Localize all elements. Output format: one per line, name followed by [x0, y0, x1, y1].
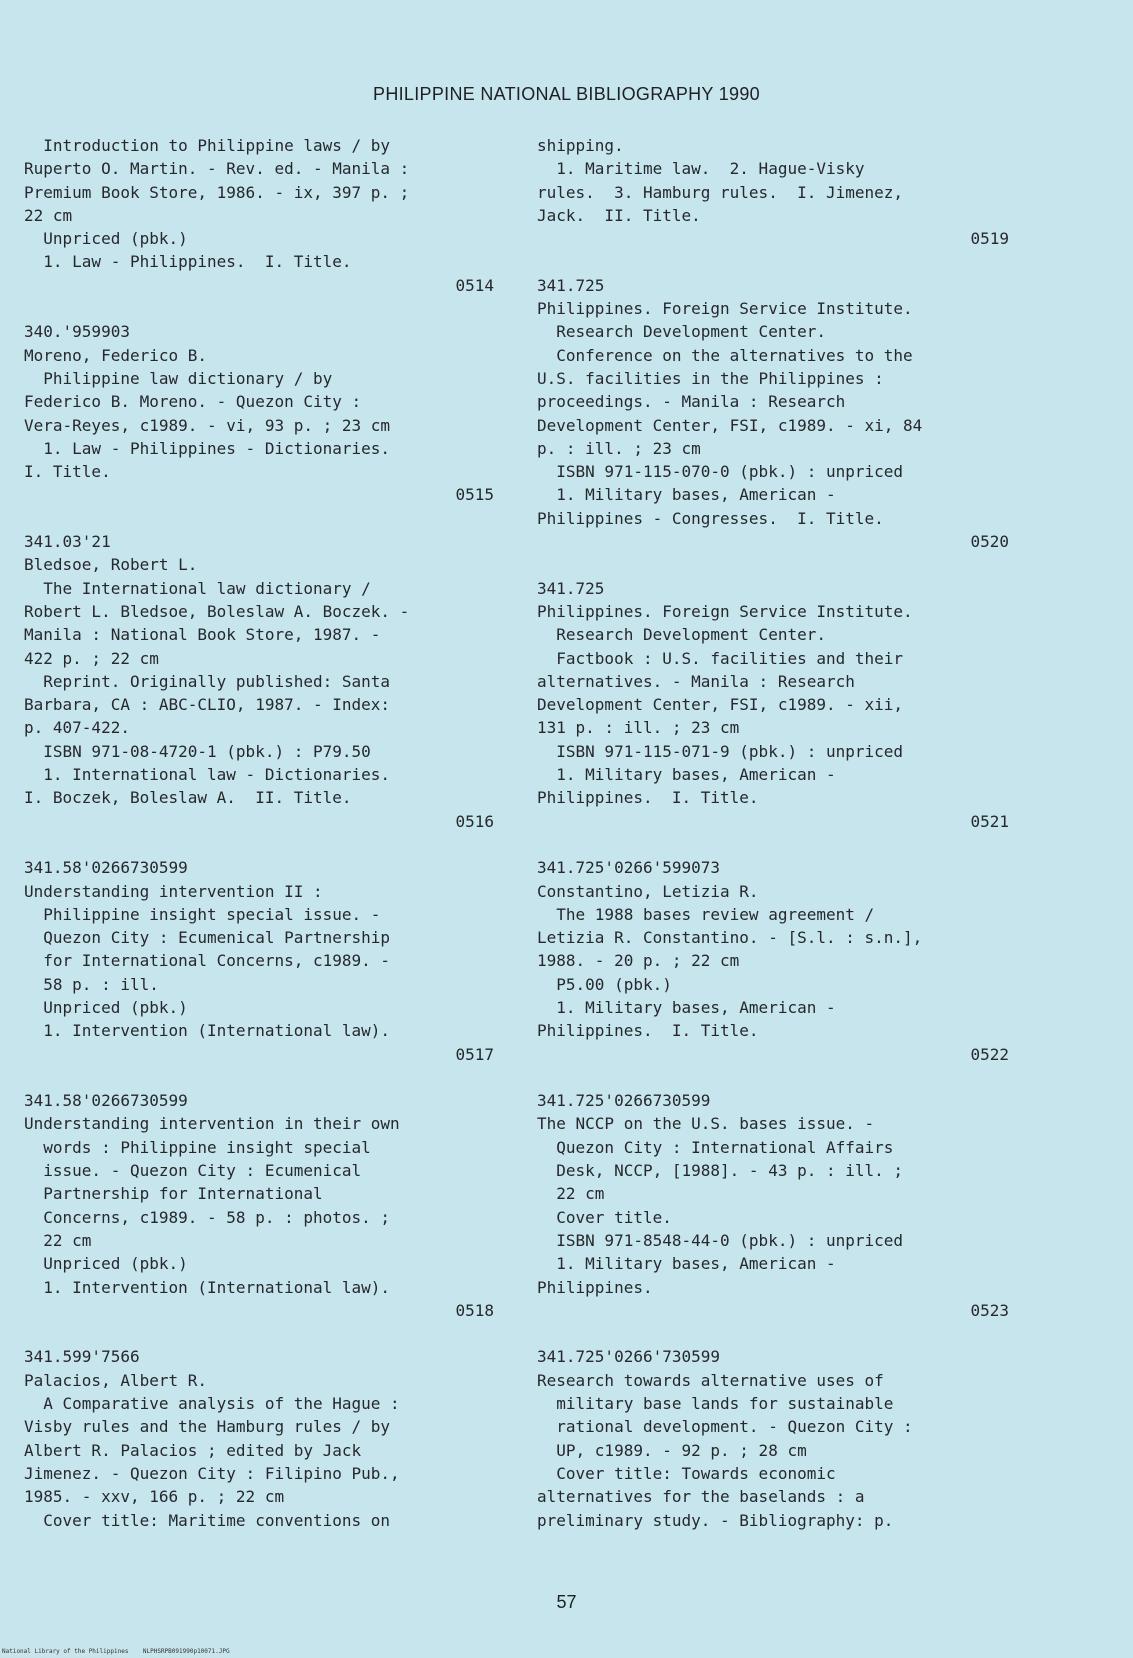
- entry-line: Desk, NCCP, [1988]. - 43 p. : ill. ;: [537, 1161, 904, 1181]
- bibliography-entry: [24, 1089, 494, 1322]
- entry-line: Palacios, Albert R.: [24, 1370, 208, 1390]
- entry-line: 131 p. : ill. ; 23 cm: [537, 718, 740, 738]
- entry-line: military base lands for sustainable: [537, 1394, 894, 1414]
- entry-line: p. : ill. ; 23 cm: [537, 438, 701, 458]
- entry-line: Vera-Reyes, c1989. - vi, 93 p. ; 23 cm: [24, 415, 391, 435]
- bibliography-entry: [537, 577, 1009, 833]
- entry-line: A Comparative analysis of the Hague :: [24, 1394, 400, 1414]
- entry-line: shipping.: [537, 136, 624, 155]
- bibliography-entry: [537, 134, 1009, 250]
- entry-number: 0523: [970, 1300, 1009, 1320]
- entry-number: 0518: [455, 1300, 494, 1320]
- bibliography-entry: [24, 1345, 494, 1531]
- entry-line: Development Center, FSI, c1989. - xii,: [537, 695, 904, 715]
- entry-line: proceedings. - Manila : Research: [537, 392, 846, 412]
- entry-number: 0522: [970, 1044, 1009, 1064]
- entry-line: Philippines. I. Title.: [537, 1021, 759, 1041]
- entry-line: Introduction to Philippine laws / by: [24, 136, 391, 155]
- entry-gap: [537, 250, 1009, 273]
- entry-gap: [537, 1322, 1009, 1345]
- entry-line: rational development. - Quezon City :: [537, 1417, 913, 1437]
- bibliography-entry: [537, 1089, 1009, 1322]
- entry-number: 0516: [455, 811, 494, 831]
- entry-line: 1. International law - Dictionaries.: [24, 765, 391, 785]
- entry-line: 1. Military bases, American -: [537, 997, 836, 1017]
- call-number: 341.725: [537, 275, 605, 295]
- entry-line: Quezon City : Ecumenical Partnership: [24, 928, 391, 948]
- entry-gap: [24, 833, 494, 856]
- entry-number: 0519: [970, 229, 1009, 249]
- entry-line: Premium Book Store, 1986. - ix, 397 p. ;: [24, 182, 410, 202]
- bibliography-entry: [24, 134, 494, 297]
- entry-line: Cover title: Towards economic: [537, 1463, 836, 1483]
- entry-line: Understanding intervention II :: [24, 881, 323, 901]
- entry-line: rules. 3. Hamburg rules. I. Jimenez,: [537, 182, 904, 202]
- call-number: 341.599'7566: [24, 1347, 140, 1367]
- entry-line: P5.00 (pbk.): [537, 974, 672, 994]
- bibliography-entry: [537, 1345, 1009, 1531]
- entry-line: Federico B. Moreno. - Quezon City :: [24, 392, 362, 412]
- page-header: PHILIPPINE NATIONAL BIBLIOGRAPHY 1990: [373, 84, 760, 104]
- entry-line: U.S. facilities in the Philippines :: [537, 368, 884, 388]
- entry-line: Factbook : U.S. facilities and their: [537, 648, 904, 668]
- entry-line: Research Development Center.: [537, 625, 826, 645]
- entry-line: Philippines. Foreign Service Institute.: [537, 601, 913, 621]
- entry-line: p. 407-422.: [24, 718, 130, 738]
- entry-line: Jimenez. - Quezon City : Filipino Pub.,: [24, 1463, 400, 1483]
- entry-line: The International law dictionary /: [24, 578, 371, 598]
- entry-gap: [24, 1322, 494, 1345]
- entry-line: 1988. - 20 p. ; 22 cm: [537, 951, 740, 971]
- entry-line: Development Center, FSI, c1989. - xi, 84: [537, 415, 923, 435]
- entry-gap: [24, 1066, 494, 1089]
- entry-line: for International Concerns, c1989. -: [24, 951, 391, 971]
- page-number: 57: [556, 1592, 577, 1612]
- entry-line: Quezon City : International Affairs: [537, 1137, 894, 1157]
- entry-line: 422 p. ; 22 cm: [24, 648, 159, 668]
- entry-line: 1. Law - Philippines - Dictionaries.: [24, 438, 391, 458]
- entry-line: Jack. II. Title.: [537, 205, 701, 225]
- entry-gap: [537, 833, 1009, 856]
- entry-line: ISBN 971-115-070-0 (pbk.) : unpriced: [537, 462, 904, 482]
- entry-line: issue. - Quezon City : Ecumenical: [24, 1161, 362, 1181]
- footer-note: National Library of the Philippines NLPHSRPB091990p10071.JPG: [2, 1648, 230, 1655]
- call-number: 341.725'0266'599073: [537, 858, 721, 878]
- entry-line: alternatives. - Manila : Research: [537, 671, 855, 691]
- entry-line: 1985. - xxv, 166 p. ; 22 cm: [24, 1487, 285, 1507]
- bibliography-entry: [537, 274, 1009, 554]
- entry-line: 1. Intervention (International law).: [24, 1277, 391, 1297]
- entry-number: 0520: [970, 532, 1009, 552]
- entry-line: preliminary study. - Bibliography: p.: [537, 1510, 894, 1530]
- call-number: 341.58'0266730599: [24, 1091, 188, 1111]
- entry-line: Philippines. Foreign Service Institute.: [537, 299, 913, 319]
- entry-line: Constantino, Letizia R.: [537, 881, 759, 901]
- entry-line: Research towards alternative uses of: [537, 1370, 884, 1390]
- entry-line: ISBN 971-8548-44-0 (pbk.) : unpriced: [537, 1230, 904, 1250]
- entry-line: Reprint. Originally published: Santa: [24, 671, 391, 691]
- call-number: 340.'959903: [24, 322, 130, 342]
- call-number: 341.725'0266'730599: [537, 1347, 721, 1367]
- call-number: 341.58'0266730599: [24, 858, 188, 878]
- entry-line: Research Development Center.: [537, 322, 826, 342]
- entry-line: Philippine law dictionary / by: [24, 368, 333, 388]
- entry-line: Philippine insight special issue. -: [24, 904, 381, 924]
- entry-line: Ruperto O. Martin. - Rev. ed. - Manila :: [24, 159, 410, 179]
- entry-line: Cover title.: [537, 1207, 672, 1227]
- entry-line: Moreno, Federico B.: [24, 345, 208, 365]
- entry-line: Partnership for International: [24, 1184, 323, 1204]
- entry-gap: [24, 297, 494, 320]
- entry-number: 0514: [455, 275, 494, 295]
- entry-line: The NCCP on the U.S. bases issue. -: [537, 1114, 875, 1134]
- entry-line: alternatives for the baselands : a: [537, 1487, 865, 1507]
- entry-line: Unpriced (pbk.): [24, 229, 188, 249]
- entry-line: ISBN 971-08-4720-1 (pbk.) : P79.50: [24, 741, 371, 761]
- entry-line: ISBN 971-115-071-9 (pbk.) : unpriced: [537, 741, 904, 761]
- entry-gap: [24, 507, 494, 530]
- entry-line: Understanding intervention in their own: [24, 1114, 400, 1134]
- entry-line: Unpriced (pbk.): [24, 997, 188, 1017]
- entry-line: 22 cm: [24, 205, 73, 225]
- entry-line: The 1988 bases review agreement /: [537, 904, 875, 924]
- entry-line: I. Boczek, Boleslaw A. II. Title.: [24, 788, 352, 808]
- call-number: 341.725: [537, 578, 605, 598]
- entry-line: Unpriced (pbk.): [24, 1254, 188, 1274]
- entry-line: Manila : National Book Store, 1987. -: [24, 625, 381, 645]
- entry-line: Cover title: Maritime conventions on: [24, 1510, 391, 1530]
- entry-line: 22 cm: [537, 1184, 605, 1204]
- entry-line: Philippines. I. Title.: [537, 788, 759, 808]
- entry-line: Conference on the alternatives to the: [537, 345, 913, 365]
- right-column: [537, 134, 1009, 1532]
- entry-number: 0521: [970, 811, 1009, 831]
- entry-line: 58 p. : ill.: [24, 974, 159, 994]
- entry-line: I. Title.: [24, 462, 111, 482]
- entry-line: Barbara, CA : ABC-CLIO, 1987. - Index:: [24, 695, 391, 715]
- entry-line: Philippines - Congresses. I. Title.: [537, 508, 884, 528]
- bibliography-entry: [537, 856, 1009, 1066]
- entry-line: Albert R. Palacios ; edited by Jack: [24, 1440, 362, 1460]
- entry-line: 1. Military bases, American -: [537, 1254, 836, 1274]
- entry-gap: [537, 1066, 1009, 1089]
- call-number: 341.03'21: [24, 532, 111, 552]
- entry-line: UP, c1989. - 92 p. ; 28 cm: [537, 1440, 807, 1460]
- entry-line: Bledsoe, Robert L.: [24, 555, 198, 575]
- entry-line: words : Philippine insight special: [24, 1137, 371, 1157]
- bibliography-entry: [24, 320, 494, 506]
- entry-line: 22 cm: [24, 1230, 92, 1250]
- entry-line: Letizia R. Constantino. - [S.l. : s.n.],: [537, 928, 923, 948]
- entry-number: 0517: [455, 1044, 494, 1064]
- entry-line: Philippines.: [537, 1277, 653, 1297]
- entry-line: 1. Maritime law. 2. Hague-Visky: [537, 159, 865, 179]
- bibliography-entry: [24, 530, 494, 833]
- entry-line: Visby rules and the Hamburg rules / by: [24, 1417, 391, 1437]
- call-number: 341.725'0266730599: [537, 1091, 711, 1111]
- entry-line: Concerns, c1989. - 58 p. : photos. ;: [24, 1207, 391, 1227]
- entry-gap: [537, 553, 1009, 576]
- entry-line: 1. Military bases, American -: [537, 765, 836, 785]
- entry-number: 0515: [455, 485, 494, 505]
- entry-line: 1. Law - Philippines. I. Title.: [24, 252, 352, 272]
- left-column: [24, 134, 494, 1532]
- bibliography-entry: [24, 856, 494, 1066]
- entry-line: 1. Military bases, American -: [537, 485, 836, 505]
- entry-line: Robert L. Bledsoe, Boleslaw A. Boczek. -: [24, 601, 410, 621]
- entry-line: 1. Intervention (International law).: [24, 1021, 391, 1041]
